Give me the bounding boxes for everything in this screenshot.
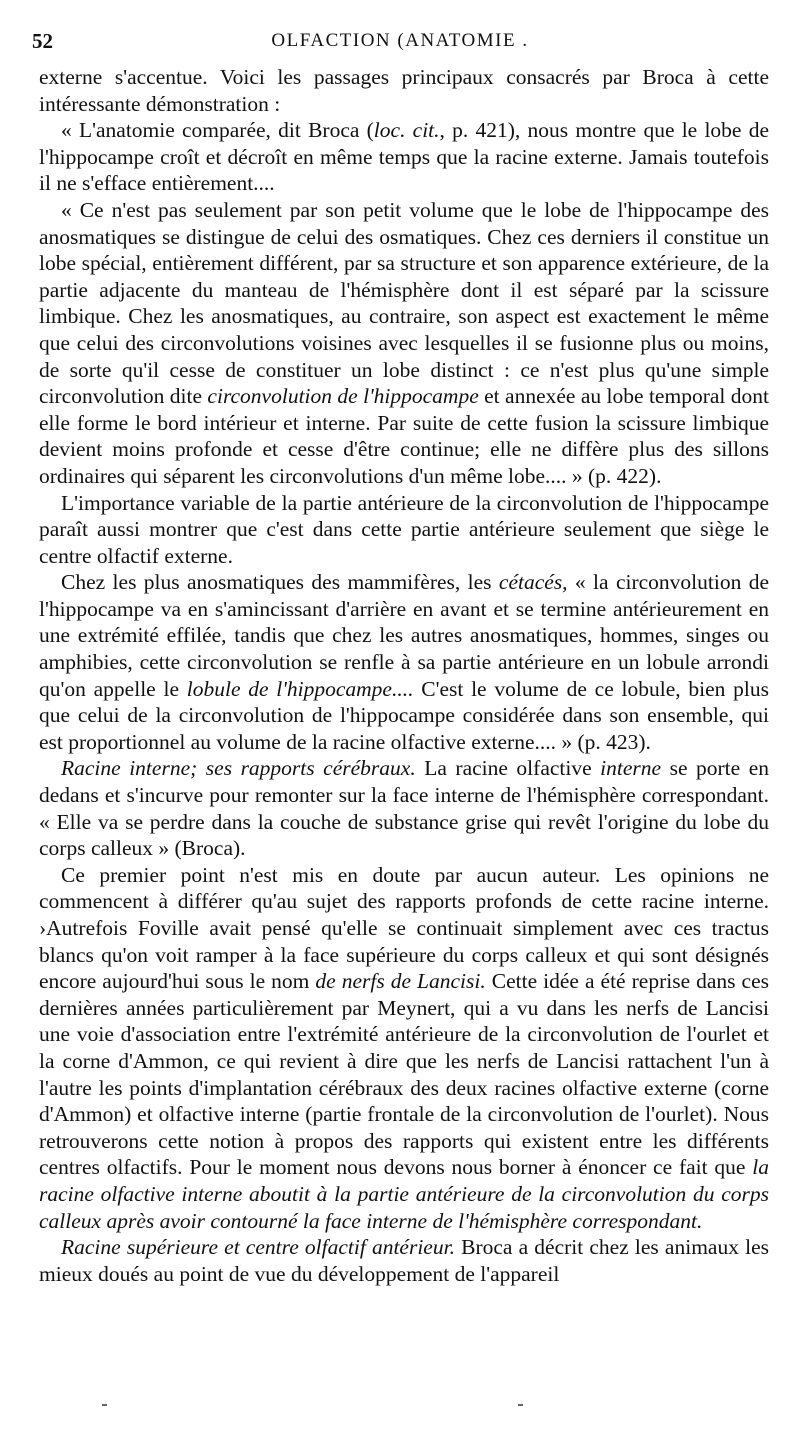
paragraph [39,569,769,755]
italic-text: interne [600,756,662,781]
text-run: « la circonvolution de l'hippocampe va en s'amincissant d'arrière en avant et se termine antérieurement en une extrémité effilée, tandis que chez les autres anosmatiques, hommes, singes ou amphibies, cette circonvolution se renfle à sa partie antérieure en un lobule arrondi qu'on appelle le [39,570,769,701]
paragraph [39,755,769,861]
bottom-marks [0,1404,800,1414]
text-run: , p. 421), nous montre que le lobe de l'hippocampe croît et décroît en même temps que la racine externe. Jamais toutefois il ne s'efface entièrement.... [39,118,769,196]
page-body [39,64,769,1287]
italic-text: circonvolution de l'hippocampe [207,384,479,409]
italic-text: la racine olfactive interne aboutit à la partie antérieure de la circonvolution du corps calleux après avoir contourné la face interne de l'hémisphère correspondant. [39,1155,769,1233]
paragraph [39,197,769,490]
running-title: OLFACTION (ANATOMIE . [271,30,529,51]
text-run: Broca a décrit chez les animaux les mieux doués au point de vue du développement de l'appareil [39,1235,769,1286]
italic-text: cétacés, [498,570,568,595]
text-run: Chez les plus anosmatiques des mammifères, les [61,570,499,595]
italic-text: Racine interne; ses rapports cérébraux. [61,756,416,781]
text-run: « Ce n'est pas seulement par son petit volume que le lobe de l'hippocampe des anosmatiques se distingue de celui des osmatiques. Chez ces derniers il constitue un lobe spécial, entièrement différent, par sa structure et son apparence extérieure, de la partie adjacente du manteau de l'hémisphère dont il est séparé par la scissure limbique. Chez les anosmatiques, au contraire, son aspect est exactement le même que celui des circonvolutions voisines avec lesquelles il se fusionne plus ou moins, de sorte qu'il cesse de constituer un lobe distinct : ce n'est plus qu'une simple circonvolution dite [39,197,769,409]
text-run: « L'anatomie comparée, dit Broca ( [61,118,374,143]
text-run: se porte en dedans et s'incurve pour remonter sur la face interne de l'hémisphère correspondant. « Elle va se perdre dans la couche de substance grise qui revêt l'origine du lobe du corps calleux » (Broca). [39,756,769,861]
paragraph [39,117,769,197]
italic-text: de nerfs de Lancisi. [315,969,486,994]
text-run: et annexée au lobe temporal dont elle forme le bord intérieur et interne. Par suite de cette fusion la scissure limbique devient moins profonde et cesse d'être continue; elle ne diffère plus des sillons ordinaires qui séparent les circonvolutions d'un même lobe.... » (p. 422). [39,384,769,488]
paragraph [39,1234,769,1287]
page-header [30,28,770,56]
page-number: 52 [32,29,53,53]
text-run: La racine olfactive [415,756,601,781]
text-run: Ce premier point n'est mis en doute par aucun auteur. Les opinions ne commencent à différer qu'au sujet des rapports profonds de cette racine interne. ›Autrefois Foville avait pensé qu'elle se continuait simplement avec ces tractus blancs qu'on voit ramper à la face supérieure du corps calleux et qui sont désignés encore aujourd'hui sous le nom [39,862,769,994]
text-run: externe s'accentue. Voici les passages principaux consacrés par Broca à cette intéressante démonstration : [39,65,769,116]
paragraph [39,490,769,570]
text-run: C'est le volume de ce lobule, bien plus que celui de la circonvolution de l'hippocampe considérée dans son ensemble, qui est proportionnel au volume de la racine olfactive externe.... » (p. 423). [39,676,769,754]
paragraph [39,862,769,1234]
scan-mark [102,1404,107,1406]
italic-text: lobule de l'hippocampe.... [186,676,414,701]
italic-text: loc. cit. [373,118,440,143]
text-run: Cette idée a été reprise dans ces dernières années particulièrement par Meynert, qui a vu dans les nerfs de Lancisi une voie d'association entre l'extrémité antérieure de la circonvolution de l'ourlet et la corne d'Ammon, ce qui revient à dire que les nerfs de Lancisi rattachent l'un à l'autre les points d'implantation cérébraux des deux racines olfactive externe (corne d'Ammon) et olfactive interne (partie frontale de la circonvolution de l'ourlet). Nous retrouverons cette notion à propos des rapports qui existent entre les différents centres olfactifs. Pour le moment nous devons nous borner à énoncer ce fait que [39,969,770,1180]
paragraph [39,64,769,117]
text-run: L'importance variable de la partie antérieure de la circonvolution de l'hippocampe paraît aussi montrer que c'est dans cette partie antérieure seulement que siège le centre olfactif externe. [39,490,769,568]
scan-mark [518,1404,523,1406]
italic-text: Racine supérieure et centre olfactif antérieur. [61,1235,455,1260]
